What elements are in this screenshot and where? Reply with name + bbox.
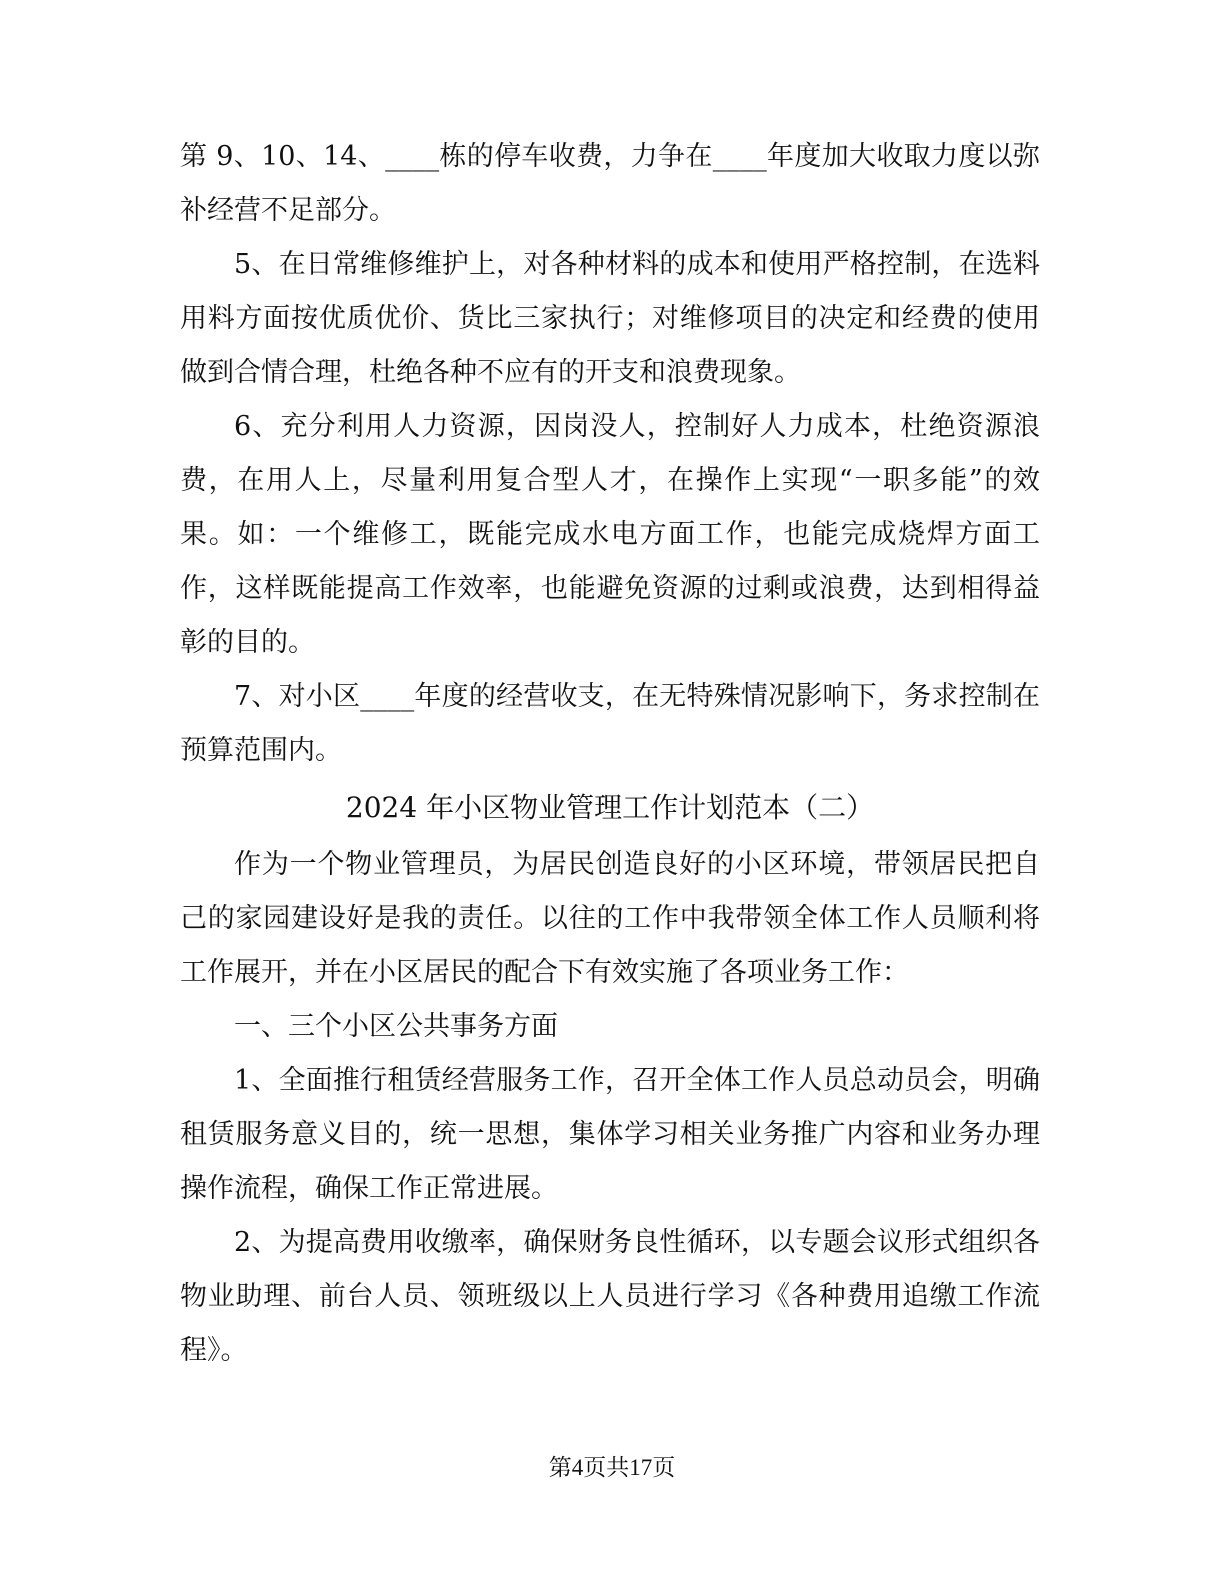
paragraph-intro: 作为一个物业管理员，为居民创造良好的小区环境，带领居民把自己的家园建设好是我的责任。以往的工作中我带领全体工作人员顺利将工作展开，并在小区居民的配合下有效实施了各项业务工作： bbox=[180, 849, 1040, 988]
document-body bbox=[180, 130, 1040, 1378]
section-title: 2024 年小区物业管理工作计划范本（二） bbox=[345, 791, 875, 824]
paragraph-public-item-1: 1、全面推行租赁经营服务工作，召开全体工作人员总动员会，明确租赁服务意义目的，统一思想，集体学习相关业务推广内容和业务办理操作流程，确保工作正常进展。 bbox=[180, 1065, 1040, 1204]
subheading-public-affairs: 一、三个小区公共事务方面 bbox=[234, 1011, 558, 1042]
page-number: 第4页共17页 bbox=[548, 1455, 676, 1480]
paragraph-public-item-2: 2、为提高费用收缴率，确保财务良性循环，以专题会议形式组织各物业助理、前台人员、领班级以上人员进行学习《各种费用追缴工作流程》。 bbox=[180, 1227, 1040, 1366]
paragraph-item-6: 6、充分利用人力资源，因岗没人，控制好人力成本，杜绝资源浪费，在用人上，尽量利用复合型人才，在操作上实现“一职多能”的效果。如：一个维修工，既能完成水电方面工作，也能完成烧焊方面工作，这样既能提高工作效率，也能避免资源的过剩或浪费，达到相得益彰的目的。 bbox=[180, 411, 1040, 658]
page-footer bbox=[0, 1452, 1224, 1484]
paragraph-item-7: 7、对小区____年度的经营收支，在无特殊情况影响下，务求控制在预算范围内。 bbox=[180, 681, 1040, 766]
paragraph-item-5: 5、在日常维修维护上，对各种材料的成本和使用严格控制，在选料用料方面按优质优价、货比三家执行；对维修项目的决定和经费的使用做到合情合理，杜绝各种不应有的开支和浪费现象。 bbox=[180, 249, 1040, 388]
paragraph-parking-fees: 第 9、10、14、____栋的停车收费，力争在____年度加大收取力度以弥补经营不足部分。 bbox=[180, 141, 1040, 226]
